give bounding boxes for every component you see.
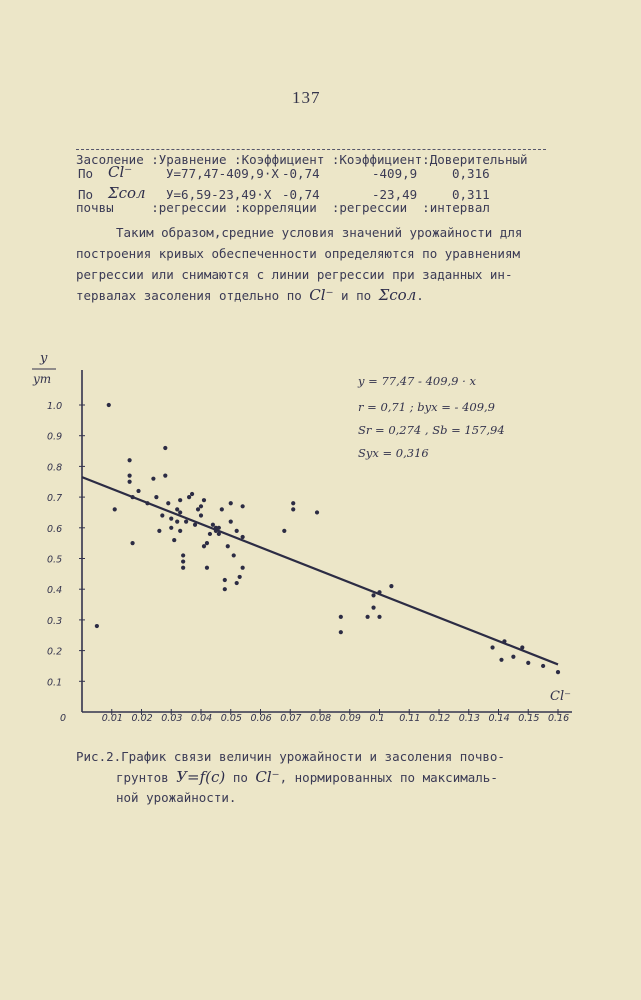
row-interval: 0,311 <box>452 187 490 202</box>
data-point <box>95 624 99 628</box>
data-point <box>241 566 245 570</box>
caption-symbol: Cl⁻ <box>255 768 280 786</box>
data-point <box>217 532 221 536</box>
paragraph-line: регрессии или снимаются с линии регрессии при заданных ин- <box>76 267 513 282</box>
data-point <box>214 529 218 533</box>
data-point <box>556 670 560 674</box>
data-point <box>187 495 191 499</box>
regression-annotation: Syx = 0,316 <box>358 446 429 460</box>
data-point <box>366 615 370 619</box>
table-header-rule <box>76 149 546 150</box>
table-header-line1: Засоление :Уравнение :Коэффициент :Коэффициент:Доверительный <box>76 152 528 167</box>
data-point <box>181 566 185 570</box>
x-tick-label: 0.14 <box>488 713 510 724</box>
data-point <box>241 535 245 539</box>
data-point <box>113 507 117 511</box>
x-tick-label: 0.06 <box>250 713 272 724</box>
data-point <box>211 523 215 527</box>
row-label: По <box>78 187 94 202</box>
data-point <box>371 593 375 597</box>
paragraph-line: построения кривых обеспеченности определяются по уравнениям <box>76 246 521 261</box>
data-point <box>184 520 188 524</box>
data-point <box>526 661 530 665</box>
chloride-symbol: Cl⁻ <box>309 286 334 304</box>
data-point <box>202 544 206 548</box>
x-tick-label: 0.09 <box>339 713 361 724</box>
regression-annotation: Sr = 0,274 , Sb = 157,94 <box>358 423 505 437</box>
data-point <box>175 507 179 511</box>
y-tick-label: 1.0 <box>47 401 63 412</box>
paragraph-text: тервалах засоления отдельно по <box>76 288 310 303</box>
data-point <box>223 578 227 582</box>
figure-caption <box>76 747 505 808</box>
y-tick-label: 0.9 <box>47 431 63 443</box>
data-point <box>205 541 209 545</box>
data-point <box>339 630 343 634</box>
x-axis-label: Cl⁻ <box>550 689 571 704</box>
data-point <box>339 615 343 619</box>
y-tick-label: 0.6 <box>47 523 63 535</box>
data-point <box>169 516 173 520</box>
row-equation: У=6,59-23,49·Х <box>166 187 272 202</box>
salt-sum-symbol: Σсол <box>378 286 417 304</box>
data-point <box>520 645 524 649</box>
data-point <box>226 544 230 548</box>
x-tick-label: 0.12 <box>429 713 451 724</box>
data-point <box>291 507 295 511</box>
row-interval: 0,316 <box>452 166 490 181</box>
x-tick-label: 0.05 <box>220 713 242 724</box>
caption-text: , нормированных по максималь- <box>279 770 498 785</box>
row-correlation: -0,74 <box>282 187 320 202</box>
x-tick-label: 0.07 <box>280 713 302 724</box>
data-point <box>502 639 506 643</box>
x-tick-label: 0.13 <box>458 713 480 724</box>
data-point <box>220 507 224 511</box>
paragraph-line <box>76 285 566 306</box>
data-point <box>145 501 149 505</box>
data-point <box>130 541 134 545</box>
data-point <box>217 526 221 530</box>
data-point <box>151 477 155 481</box>
y-tick-label: 0.3 <box>47 615 63 627</box>
data-point <box>169 526 173 530</box>
y-tick-label: 0.5 <box>47 554 63 566</box>
caption-line: ной урожайности. <box>116 790 237 805</box>
caption-line <box>76 767 505 788</box>
paragraph-line: Таким образом,средние условия значений урожайности для <box>116 225 523 240</box>
data-point <box>235 529 239 533</box>
x-tick-label: 0.02 <box>131 713 153 724</box>
data-point <box>291 501 295 505</box>
page-number: 137 <box>292 88 321 107</box>
x-tick-label: 0.03 <box>161 713 183 724</box>
y-tick-label: 0.4 <box>47 585 63 597</box>
caption-line: Рис.2.График связи величин урожайности и засоления почво- <box>76 749 505 764</box>
data-point <box>208 532 212 536</box>
data-point <box>160 513 164 517</box>
data-point <box>128 480 132 484</box>
data-point <box>199 513 203 517</box>
data-point <box>128 474 132 478</box>
row-symbol: Σсол <box>108 184 146 202</box>
y-axis-label-bottom: ym <box>33 372 52 386</box>
data-point <box>371 606 375 610</box>
data-point <box>178 529 182 533</box>
caption-text: по <box>225 770 256 785</box>
data-point <box>136 489 140 493</box>
regression-annotation: y = 77,47 - 409,9 · x <box>358 374 476 388</box>
data-point <box>229 501 233 505</box>
data-point <box>315 510 319 514</box>
data-point <box>199 504 203 508</box>
y-tick-label: 0.8 <box>47 462 63 474</box>
data-point <box>163 446 167 450</box>
x-tick-label: 0.04 <box>191 713 213 724</box>
data-point <box>181 559 185 563</box>
row-symbol: Cl⁻ <box>108 163 133 181</box>
x-tick-label: 0.15 <box>518 713 540 724</box>
caption-function: У=f(c) <box>176 768 226 786</box>
data-point <box>389 584 393 588</box>
x-tick-label: 0.01 <box>101 713 123 724</box>
paragraph-text: . <box>416 288 424 303</box>
table-row <box>78 184 490 207</box>
data-point <box>163 474 167 478</box>
data-point <box>128 458 132 462</box>
data-point <box>190 492 194 496</box>
paragraph-text: и по <box>333 288 379 303</box>
data-point <box>235 581 239 585</box>
x-tick-label: 0 <box>60 713 67 724</box>
data-point <box>238 575 242 579</box>
data-point <box>166 501 170 505</box>
caption-text: грунтов <box>116 770 177 785</box>
data-point <box>241 504 245 508</box>
regression-annotation: r = 0,71 ; byx = - 409,9 <box>358 400 495 414</box>
data-point <box>178 498 182 502</box>
data-point <box>223 587 227 591</box>
data-point <box>541 664 545 668</box>
body-paragraph <box>76 222 566 306</box>
data-point <box>196 507 200 511</box>
y-tick-label: 0.2 <box>47 646 63 658</box>
row-correlation: -0,74 <box>282 166 320 181</box>
data-point <box>377 615 381 619</box>
x-tick-label: 0.08 <box>310 713 332 724</box>
data-point <box>229 520 233 524</box>
x-tick-label: 0.11 <box>399 713 421 724</box>
data-point <box>282 529 286 533</box>
table-row <box>78 163 490 186</box>
data-point <box>175 520 179 524</box>
row-label: По <box>78 166 94 181</box>
table-header-line2: почвы :регрессии :корреляции :регрессии :интервал <box>76 200 490 215</box>
data-point <box>205 566 209 570</box>
regression-line <box>82 477 558 664</box>
data-point <box>377 590 381 594</box>
data-point <box>178 510 182 514</box>
y-tick-label: 0.7 <box>47 493 63 505</box>
row-regression: -409,9 <box>372 166 418 181</box>
data-point <box>511 655 515 659</box>
data-point <box>499 658 503 662</box>
data-point <box>193 523 197 527</box>
x-tick-label: 0.16 <box>548 713 570 724</box>
y-axis-label-top: y <box>40 351 48 366</box>
data-point <box>154 495 158 499</box>
row-regression: -23,49 <box>372 187 418 202</box>
scatter-chart <box>0 340 641 730</box>
y-tick-label: 0.1 <box>47 677 63 689</box>
data-point <box>172 538 176 542</box>
data-point <box>130 495 134 499</box>
row-equation: У=77,47-409,9·Х <box>166 166 279 181</box>
data-point <box>107 403 111 407</box>
data-point <box>202 498 206 502</box>
data-point <box>181 553 185 557</box>
x-tick-label: 0.1 <box>369 713 385 724</box>
data-point <box>157 529 161 533</box>
data-point <box>232 553 236 557</box>
data-point <box>490 645 494 649</box>
